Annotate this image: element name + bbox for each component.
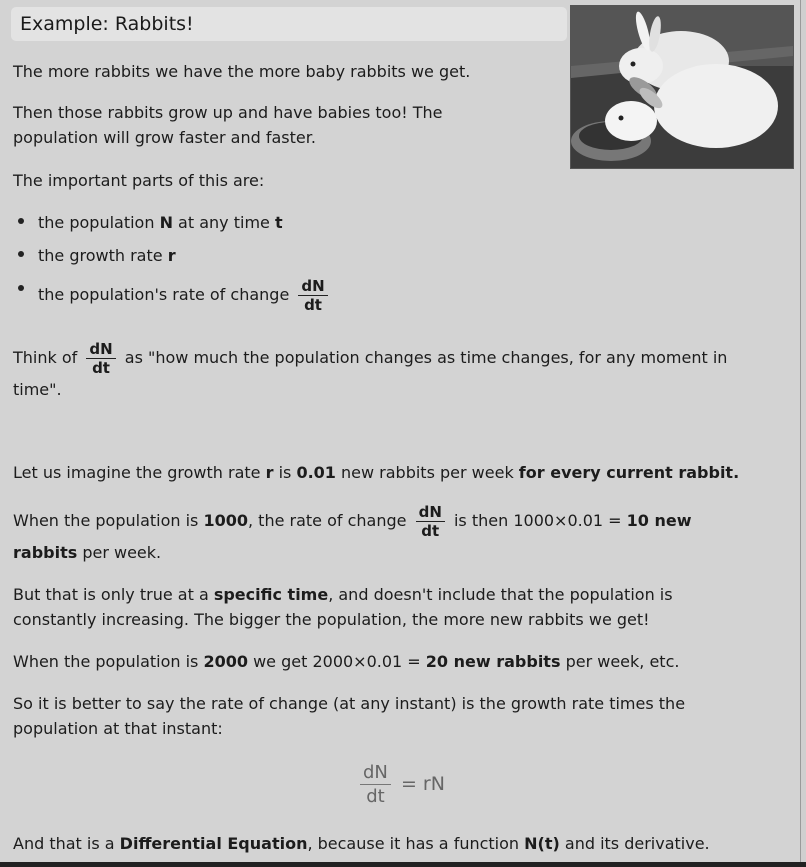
important-parts-intro: The important parts of this are:: [13, 171, 265, 190]
list-item: the growth rate r: [38, 243, 176, 268]
dn-dt-fraction: $\frac{dN}{dt}$: [416, 504, 445, 539]
population-1000-line: When the population is 1000, the rate of change $\frac{dN}{dt}$ is then 1000×0.01 = 10 new: [13, 503, 692, 540]
think-of-line-end: time".: [13, 380, 62, 399]
differential-equation: [356, 762, 445, 807]
specific-time-line: But that is only true at a specific time, and doesn't include that the population is: [13, 585, 673, 604]
dn-dt-fraction: $\frac{dN}{dt}$: [298, 278, 327, 313]
population-2000-line: When the population is 2000 we get 2000×0.01 = 20 new rabbits per week, etc.: [13, 652, 680, 671]
dn-dt-fraction: $\frac{dN}{dt}$: [86, 341, 115, 376]
rabbits-illustration: [571, 6, 793, 168]
intro-sentence: The more rabbits we have the more baby rabbits we get.: [13, 62, 471, 81]
population-1000-line-end: rabbits per week.: [13, 543, 162, 562]
equation-rhs: = rN: [400, 773, 445, 795]
think-of-line: Think of $\frac{dN}{dt}$ as "how much the population changes as time changes, for any moment in: [13, 340, 728, 377]
paragraph-line: population at that instant:: [13, 719, 223, 738]
growth-rate-sentence: Let us imagine the growth rate r is 0.01 new rabbits per week for every current rabbit.: [13, 463, 740, 482]
dn-dt-fraction: $\frac{dN}{dt}$: [360, 762, 391, 807]
conclusion-sentence: And that is a Differential Equation, because it has a function N(t) and its derivative.: [13, 834, 710, 853]
rabbits-photo: [570, 5, 794, 169]
paragraph-line: So it is better to say the rate of change (at any instant) is the growth rate times the: [13, 694, 686, 713]
example-heading-text: Example: Rabbits!: [20, 13, 194, 35]
bottom-edge: [0, 862, 806, 867]
example-heading: [11, 7, 567, 41]
list-item: the population's rate of change $\frac{dN}{dt}$: [38, 277, 332, 313]
paragraph-line: Then those rabbits grow up and have babies too! The: [13, 103, 443, 122]
paragraph-line: constantly increasing. The bigger the population, the more new rabbits we get!: [13, 610, 650, 629]
paragraph-line: population will grow faster and faster.: [13, 128, 316, 147]
list-item: the population N at any time t: [38, 210, 283, 235]
